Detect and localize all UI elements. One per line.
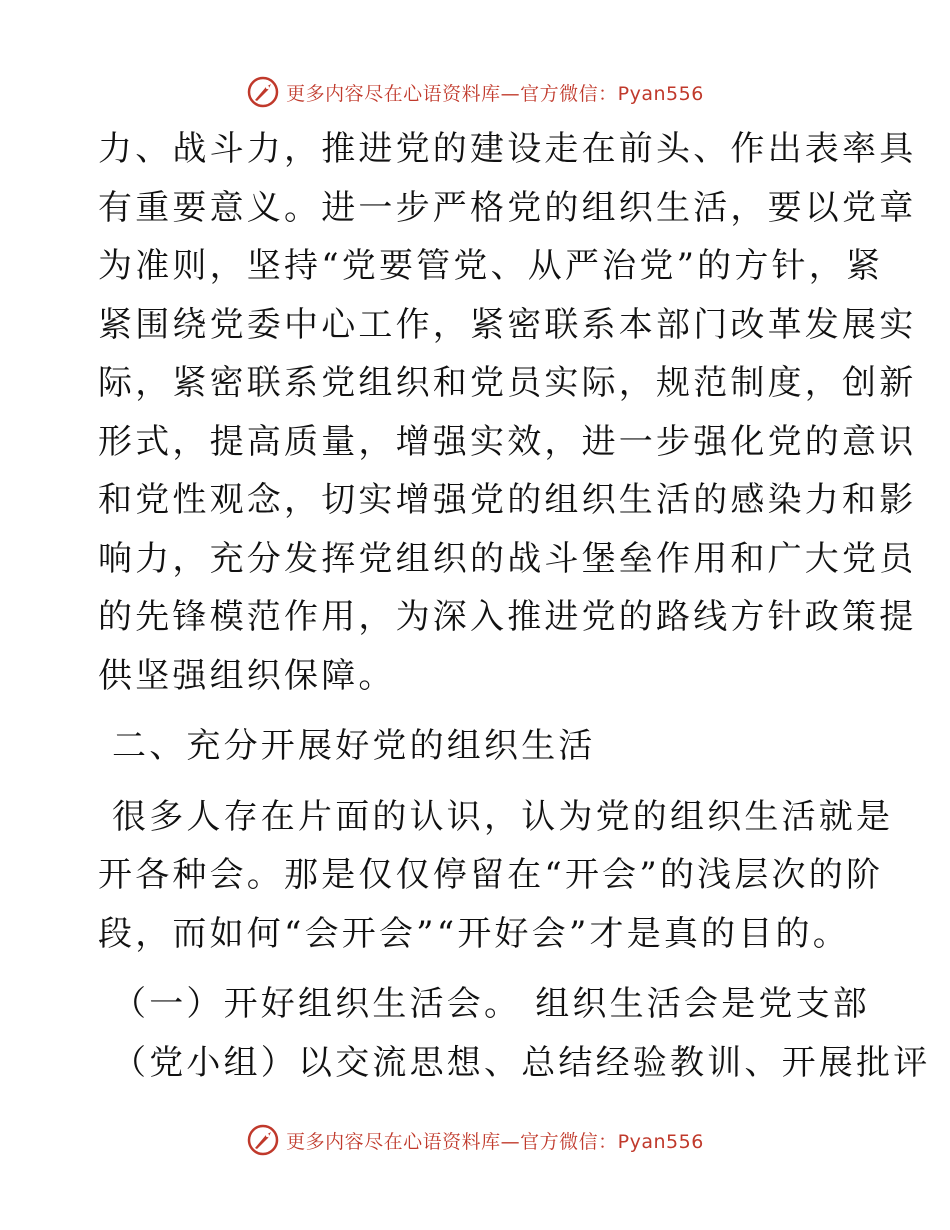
text-line: 响力，充分发挥党组织的战斗堡垒作用和广大党员 [98, 538, 917, 579]
watermark-text [286, 79, 704, 106]
text-line: （一）开好组织生活会。 组织生活会是党支部 [112, 984, 871, 1024]
text-line: 际，紧密联系党组织和党员实际，规范制度，创新 [98, 363, 917, 403]
pen-nib-logo-icon [246, 75, 280, 109]
text-line: 的先锋模范作用，为深入推进党的路线方针政策提 [98, 597, 917, 637]
text-line: 开各种会。那是仅仅停留在“开会”的浅层次的阶 [98, 855, 884, 895]
text-line: 和党性观念，切实增强党的组织生活的感染力和影 [98, 480, 917, 520]
watermark-separator: — [500, 82, 521, 105]
paragraph-1 [98, 120, 917, 705]
watermark-contact: 官方微信：Pyan556 [520, 1130, 704, 1153]
footer-watermark [0, 1118, 950, 1162]
watermark-contact: 官方微信：Pyan556 [520, 82, 704, 105]
heading-text: 二、充分开展好党的组织生活 [112, 726, 596, 766]
text-line: 很多人存在片面的认识，认为党的组织生活就是 [112, 796, 894, 837]
watermark-separator: — [500, 1130, 521, 1153]
section-heading [98, 717, 858, 776]
pen-nib-logo-icon [246, 1123, 280, 1157]
header-watermark [0, 70, 950, 114]
text-line: 段，而如何“会开会”“开好会”才是真的目的。 [98, 913, 850, 954]
text-line: 形式，提高质量，增强实效，进一步强化党的意识 [98, 421, 917, 462]
text-line: 有重要意义。进一步严格党的组织生活，要以党章 [98, 187, 917, 228]
text-line: 力、战斗力，推进党的建设走在前头、作出表率具 [98, 129, 917, 169]
text-line: 供坚强组织保障。 [98, 655, 396, 696]
watermark-text [286, 1127, 704, 1154]
paragraph-3 [98, 975, 931, 1092]
watermark-brand: 更多内容尽在心语资料库 [286, 82, 501, 105]
paragraph-2 [98, 788, 894, 964]
text-line: 为准则，坚持“党要管党、从严治党”的方针，紧 [98, 246, 884, 286]
document-body [98, 120, 931, 1092]
text-line: 紧围绕党委中心工作，紧密联系本部门改革发展实 [98, 304, 917, 345]
text-line: （党小组）以交流思想、总结经验教训、开展批评 [112, 1042, 931, 1083]
watermark-brand: 更多内容尽在心语资料库 [286, 1130, 501, 1153]
